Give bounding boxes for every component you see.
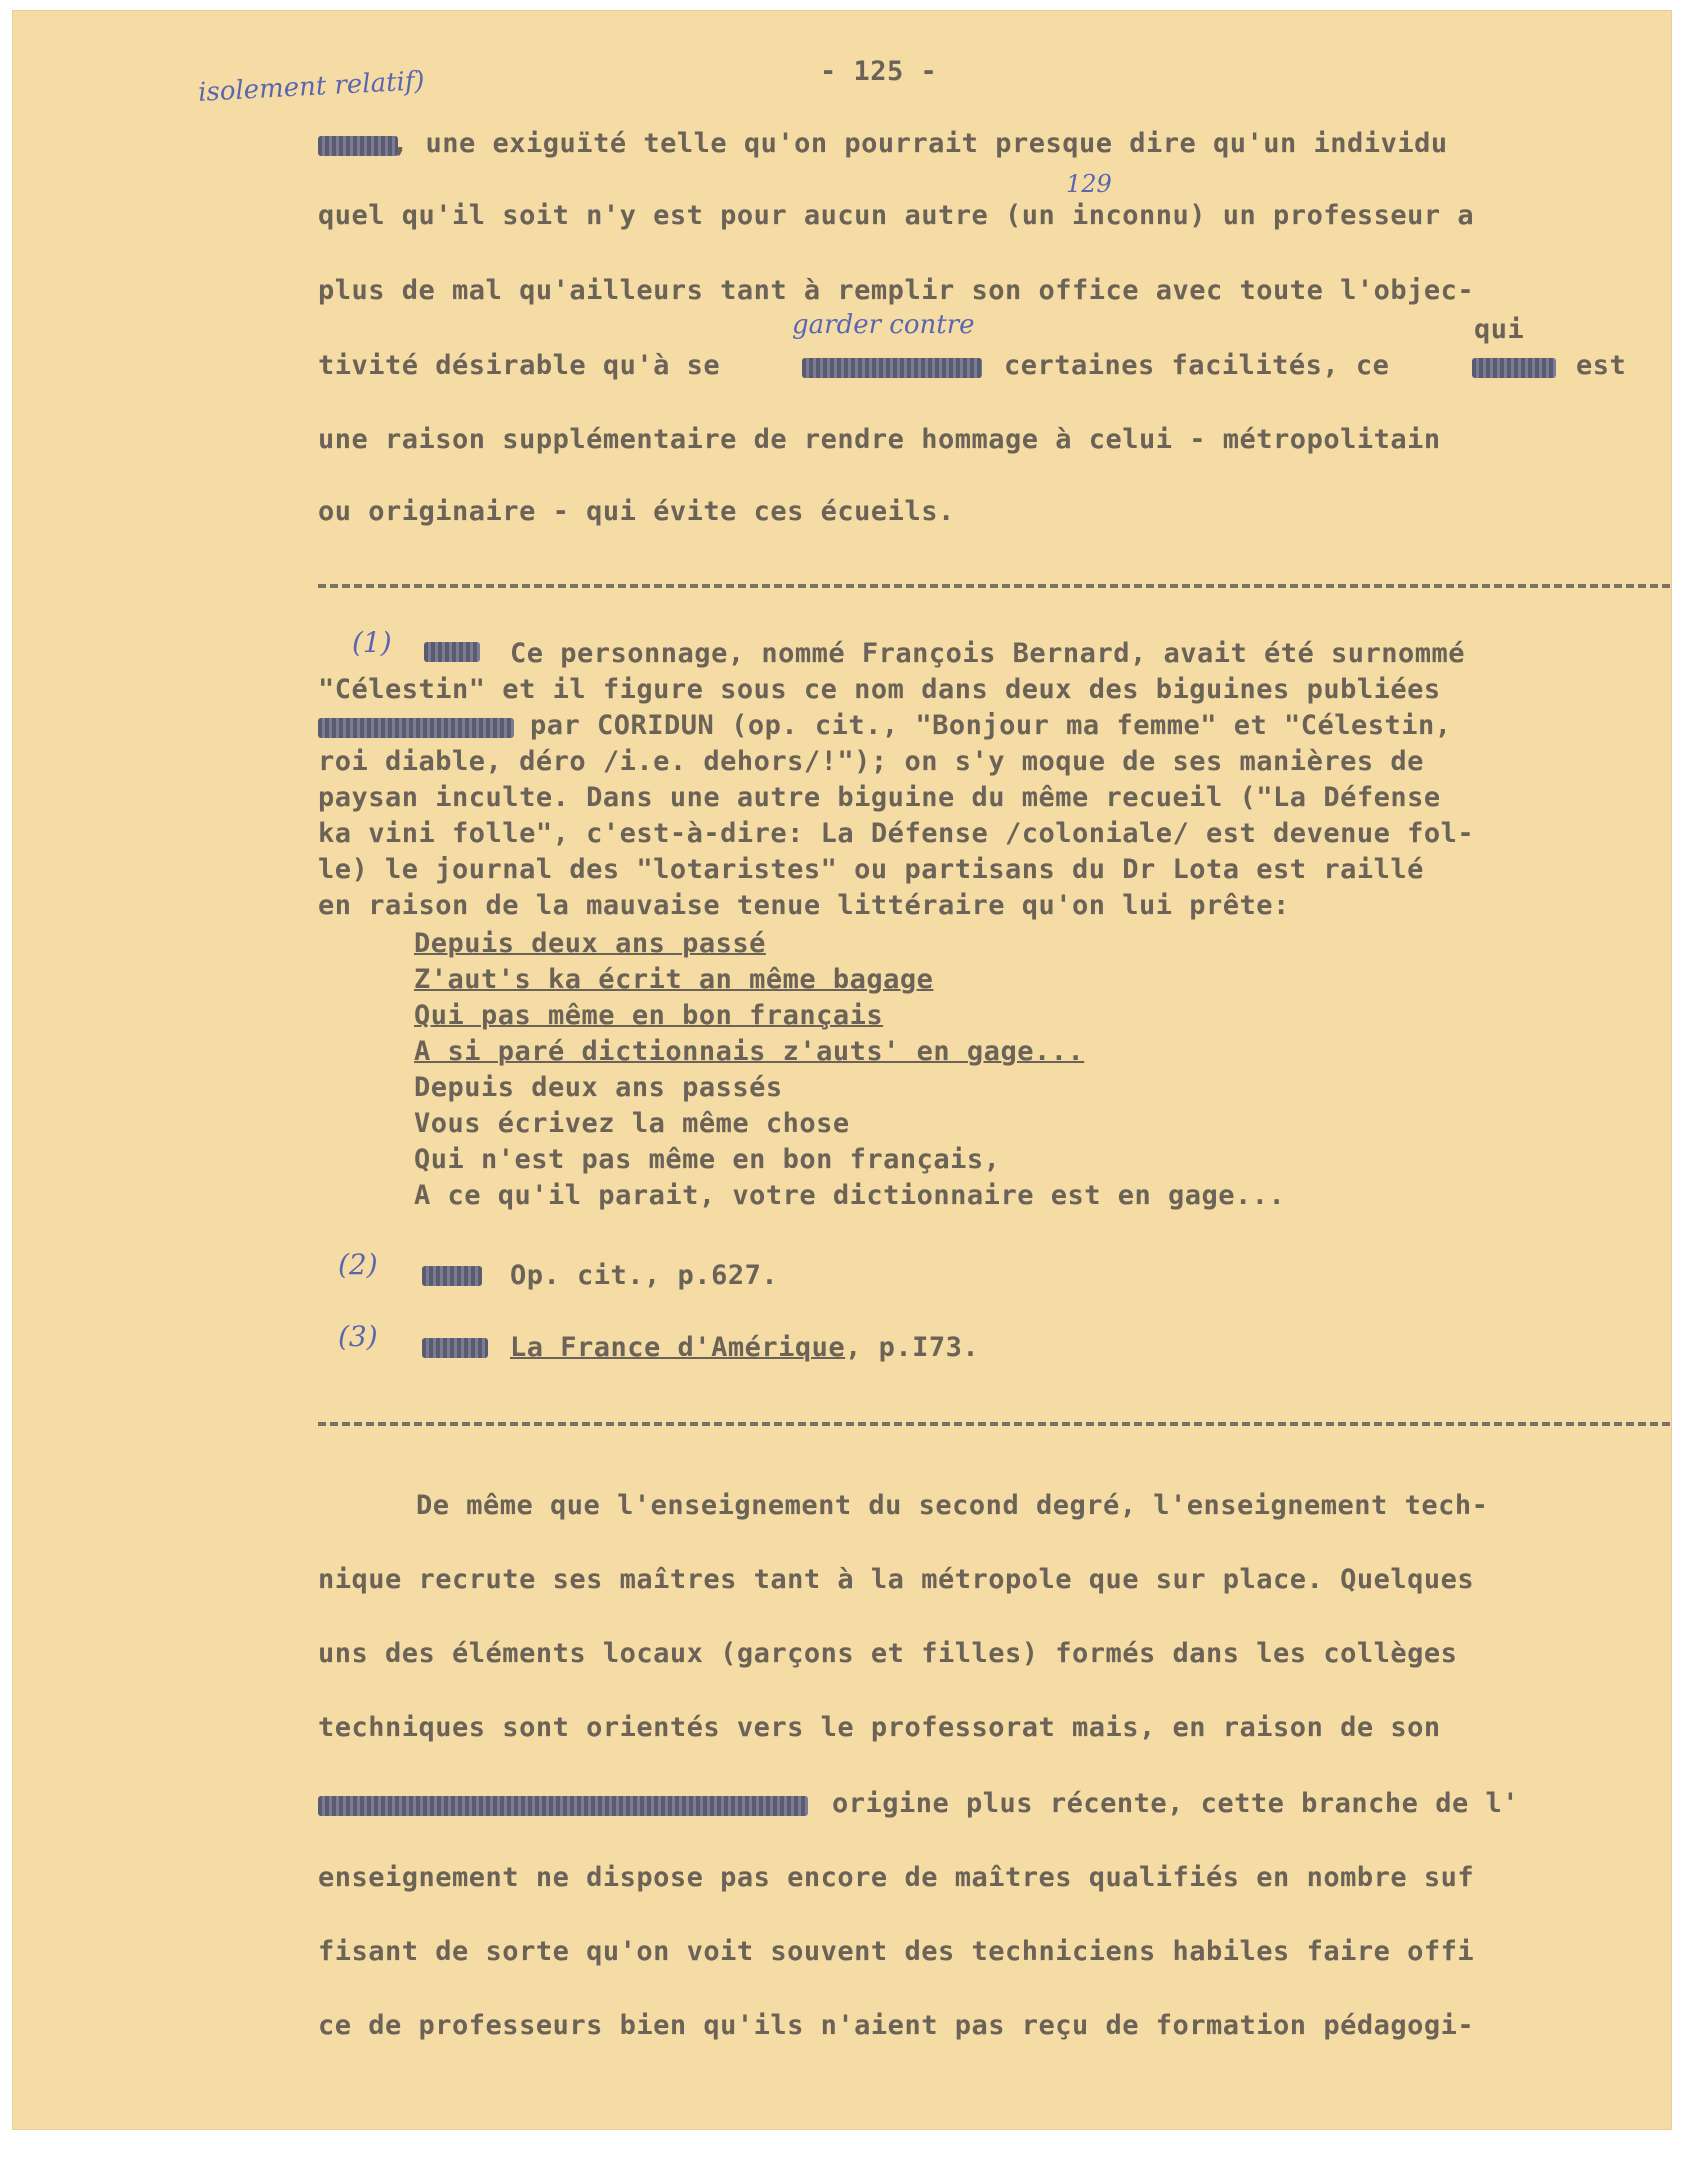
footnote-1-line-3: par CORIDUN (op. cit., "Bonjour ma femme" et "Célestin, bbox=[530, 710, 1452, 741]
body-line-6: ou originaire - qui évite ces écueils. bbox=[318, 496, 955, 527]
footnote-3-title: La France d'Amérique bbox=[510, 1332, 846, 1363]
lower-line-4: techniques sont orientés vers le professorat mais, en raison de son bbox=[318, 1712, 1441, 1743]
footnote-2-text: Op. cit., p.627. bbox=[510, 1260, 779, 1291]
lower-line-1: De même que l'enseignement du second degré, l'enseignement tech- bbox=[416, 1490, 1489, 1521]
struck-phrase bbox=[318, 1796, 808, 1816]
body-line-1: , une exiguïté telle qu'on pourrait presque dire qu'un individu bbox=[392, 128, 1448, 159]
creole-verse-line-2: Z'aut's ka écrit an même bagage bbox=[414, 964, 934, 995]
french-verse-line-4: A ce qu'il parait, votre dictionnaire est en gage... bbox=[414, 1180, 1286, 1211]
footnote-1-line-7: le) le journal des "lotaristes" ou partisans du Dr Lota est raillé bbox=[318, 854, 1424, 885]
body-line-4-end: est bbox=[1576, 350, 1627, 381]
struck-mark bbox=[422, 1338, 488, 1358]
struck-mark bbox=[424, 642, 480, 662]
lower-line-2: nique recrute ses maîtres tant à la métropole que sur place. Quelques bbox=[318, 1564, 1475, 1595]
lower-line-3: uns des éléments locaux (garçons et filles) formés dans les collèges bbox=[318, 1638, 1458, 1669]
french-verse-line-3: Qui n'est pas même en bon français, bbox=[414, 1144, 1001, 1175]
footnote-1-mark: (1) bbox=[352, 626, 392, 659]
handwritten-insert: garder contre bbox=[792, 310, 975, 340]
creole-verse-line-3: Qui pas même en bon français bbox=[414, 1000, 884, 1031]
footnote-3-page: , p.I73. bbox=[845, 1332, 980, 1363]
footnote-1-line-5: paysan inculte. Dans une autre biguine du même recueil ("La Défense bbox=[318, 782, 1441, 813]
typed-insert-qui: qui bbox=[1474, 314, 1525, 345]
struck-word bbox=[318, 718, 514, 738]
struck-word bbox=[802, 358, 982, 378]
struck-mark bbox=[422, 1266, 482, 1286]
insert-number: 129 bbox=[1066, 170, 1112, 198]
french-verse-line-1: Depuis deux ans passés bbox=[414, 1072, 783, 1103]
footnote-2-mark: (2) bbox=[338, 1248, 378, 1281]
creole-verse-line-4: A si paré dictionnais z'auts' en gage... bbox=[414, 1036, 1085, 1067]
french-verse-line-2: Vous écrivez la même chose bbox=[414, 1108, 850, 1139]
body-line-4: tivité désirable qu'à se bbox=[318, 350, 721, 381]
separator-line bbox=[318, 584, 1670, 588]
creole-verse-line-1: Depuis deux ans passé bbox=[414, 928, 766, 959]
footnote-1-line-8: en raison de la mauvaise tenue littéraire qu'on lui prête: bbox=[318, 890, 1290, 921]
body-line-3: plus de mal qu'ailleurs tant à remplir son office avec toute l'objec- bbox=[318, 275, 1475, 306]
lower-line-5: origine plus récente, cette branche de l' bbox=[832, 1788, 1519, 1819]
separator-line bbox=[318, 1422, 1670, 1426]
lower-line-7: fisant de sorte qu'on voit souvent des techniciens habiles faire offi bbox=[318, 1936, 1475, 1967]
footnote-1-line-4: roi diable, déro /i.e. dehors/!"); on s'y moque de ses manières de bbox=[318, 746, 1424, 777]
margin-annotation: isolement relatif) bbox=[197, 66, 426, 108]
footnote-3-mark: (3) bbox=[338, 1320, 378, 1353]
page-number: - 125 - bbox=[820, 56, 938, 87]
body-line-4-continued: certaines facilités, ce bbox=[1004, 350, 1390, 381]
lower-line-6: enseignement ne dispose pas encore de maîtres qualifiés en nombre suf bbox=[318, 1862, 1475, 1893]
footnote-1-line-1: Ce personnage, nommé François Bernard, avait été surnommé bbox=[510, 638, 1466, 669]
body-line-5: une raison supplémentaire de rendre hommage à celui - métropolitain bbox=[318, 424, 1441, 455]
footnote-1-line-2: "Célestin" et il figure sous ce nom dans deux des biguines publiées bbox=[318, 674, 1441, 705]
struck-word bbox=[318, 136, 398, 156]
body-line-2: quel qu'il soit n'y est pour aucun autre (un inconnu) un professeur a bbox=[318, 200, 1475, 231]
struck-word bbox=[1472, 358, 1556, 378]
lower-line-8: ce de professeurs bien qu'ils n'aient pas reçu de formation pédagogi- bbox=[318, 2010, 1475, 2041]
footnote-3-text bbox=[510, 1332, 979, 1363]
footnote-1-line-6: ka vini folle", c'est-à-dire: La Défense /coloniale/ est devenue fol- bbox=[318, 818, 1475, 849]
